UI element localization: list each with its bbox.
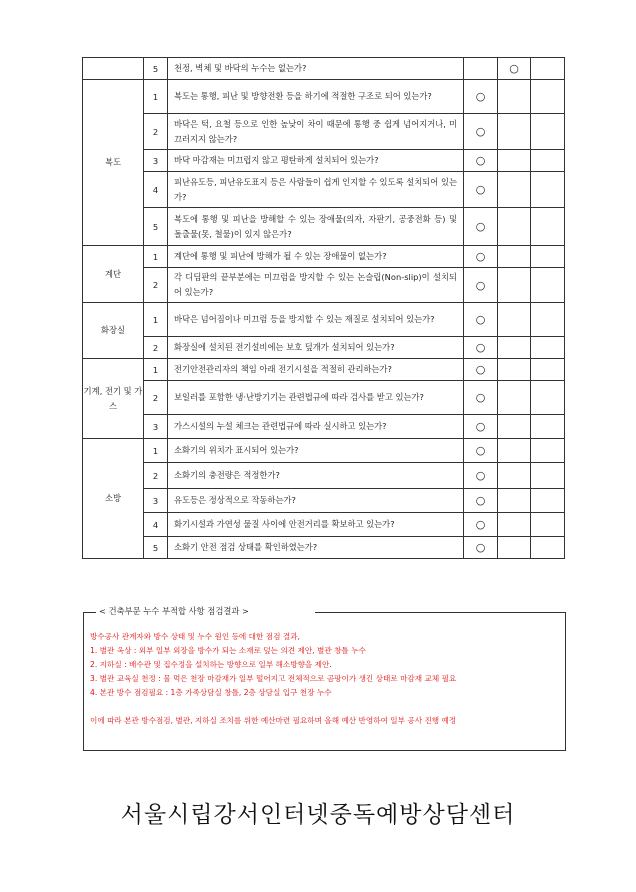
mark-na-cell	[531, 359, 565, 381]
mark-na-cell	[531, 208, 565, 246]
mark-na-cell	[531, 303, 565, 337]
mark-na-cell	[531, 439, 565, 463]
mark-yes-cell: ○	[464, 537, 498, 559]
mark-no-cell	[498, 114, 531, 150]
table-row	[83, 537, 565, 559]
mark-na-cell	[531, 114, 565, 150]
check-item-text: 소화기 안전 점검 상태를 확인하였는가?	[168, 537, 464, 559]
item-number: 1	[144, 80, 168, 114]
mark-yes-cell: ○	[464, 268, 498, 303]
mark-no-cell	[498, 303, 531, 337]
category-cell: 화장실	[83, 303, 144, 359]
item-number: 3	[144, 150, 168, 172]
mark-yes-cell: ○	[464, 172, 498, 208]
table-row	[83, 58, 565, 80]
mark-yes-cell	[464, 58, 498, 80]
table-row	[83, 268, 565, 303]
mark-yes-cell: ○	[464, 246, 498, 268]
item-number: 1	[144, 303, 168, 337]
mark-no-cell	[498, 463, 531, 489]
item-number: 2	[144, 337, 168, 359]
item-number: 1	[144, 246, 168, 268]
table-row	[83, 172, 565, 208]
table-row	[83, 415, 565, 439]
mark-na-cell	[531, 150, 565, 172]
result-line: 1. 별관 옥상 : 외부 일부 외장을 방수가 되는 소재로 덮는 의견 제안, 별관 창틀 누수	[90, 646, 366, 655]
mark-na-cell	[531, 268, 565, 303]
table-row	[83, 489, 565, 513]
mark-na-cell	[531, 537, 565, 559]
item-number: 1	[144, 439, 168, 463]
item-number: 5	[144, 537, 168, 559]
item-number: 2	[144, 114, 168, 150]
result-line: 2. 지하실 : 배수관 및 집수정을 설치하는 방향으로 일부 해소방향을 제안.	[90, 660, 332, 669]
mark-no-cell	[498, 337, 531, 359]
mark-na-cell	[531, 246, 565, 268]
organization-name: 서울시립강서인터넷중독예방상담센터	[120, 802, 516, 828]
checklist-table	[82, 57, 565, 559]
mark-yes-cell: ○	[464, 381, 498, 415]
check-item-text: 복도에 통행 및 피난을 방해할 수 있는 장애물(의자, 자판기, 공중전화 등) 및 돌출물(못, 철물)이 있지 않은가?	[168, 208, 464, 246]
check-item-text: 복도는 통행, 피난 및 방향전환 등을 하기에 적절한 구조로 되어 있는가?	[168, 80, 464, 114]
mark-na-cell	[531, 58, 565, 80]
result-line: 4. 본관 방수 점검필요 : 1층 가족상담실 창틀, 2층 상담실 입구 천장 누수	[90, 688, 332, 697]
mark-yes-cell: ○	[464, 208, 498, 246]
table-row	[83, 381, 565, 415]
check-item-text: 소화기의 위치가 표시되어 있는가?	[168, 439, 464, 463]
category-cell	[83, 58, 144, 80]
mark-no-cell	[498, 537, 531, 559]
category-cell: 복도	[83, 80, 144, 246]
check-item-text: 화장실에 설치된 전기설비에는 보호 덮개가 설치되어 있는가?	[168, 337, 464, 359]
item-number: 1	[144, 359, 168, 381]
check-item-text: 바닥은 넘어짐이나 미끄럼 등을 방지할 수 있는 재질로 설치되어 있는가?	[168, 303, 464, 337]
mark-yes-cell: ○	[464, 150, 498, 172]
category-cell: 기계, 전기 및 가스	[83, 359, 144, 439]
mark-yes-cell: ○	[464, 114, 498, 150]
table-row	[83, 80, 565, 114]
mark-no-cell	[498, 246, 531, 268]
mark-na-cell	[531, 513, 565, 537]
table-row	[83, 208, 565, 246]
table-row	[83, 513, 565, 537]
item-number: 2	[144, 381, 168, 415]
check-item-text: 각 디딤판의 끝부분에는 미끄럼을 방지할 수 있는 논슬립(Non-slip)이 설치되어 있는가?	[168, 268, 464, 303]
mark-no-cell	[498, 268, 531, 303]
mark-yes-cell: ○	[464, 80, 498, 114]
mark-na-cell	[531, 415, 565, 439]
mark-no-cell	[498, 381, 531, 415]
check-item-text: 바닥 마감재는 미끄럽지 않고 평탄하게 설치되어 있는가?	[168, 150, 464, 172]
item-number: 5	[144, 58, 168, 80]
check-item-text: 천정, 벽체 및 바닥의 누수는 없는가?	[168, 58, 464, 80]
check-item-text: 피난유도등, 피난유도표지 등은 사람들이 쉽게 인지할 수 있도록 설치되어 있는가?	[168, 172, 464, 208]
table-row	[83, 303, 565, 337]
check-item-text: 보일러를 포함한 냉·난방기기는 관련법규에 따라 검사를 받고 있는가?	[168, 381, 464, 415]
mark-no-cell: ○	[498, 58, 531, 80]
item-number: 3	[144, 415, 168, 439]
table-row	[83, 337, 565, 359]
result-body	[90, 630, 559, 728]
table-row	[83, 150, 565, 172]
mark-yes-cell: ○	[464, 513, 498, 537]
mark-yes-cell: ○	[464, 489, 498, 513]
mark-no-cell	[498, 208, 531, 246]
table-row	[83, 246, 565, 268]
item-number: 2	[144, 268, 168, 303]
item-number: 4	[144, 172, 168, 208]
mark-no-cell	[498, 489, 531, 513]
check-item-text: 유도등은 정상적으로 작동하는가?	[168, 489, 464, 513]
inspection-result-box	[83, 606, 566, 751]
mark-na-cell	[531, 463, 565, 489]
item-number: 5	[144, 208, 168, 246]
mark-yes-cell: ○	[464, 463, 498, 489]
table-row	[83, 359, 565, 381]
mark-yes-cell: ○	[464, 359, 498, 381]
mark-na-cell	[531, 80, 565, 114]
mark-no-cell	[498, 150, 531, 172]
table-row	[83, 439, 565, 463]
mark-na-cell	[531, 489, 565, 513]
category-cell: 소방	[83, 439, 144, 559]
mark-yes-cell: ○	[464, 439, 498, 463]
table-row	[83, 463, 565, 489]
mark-no-cell	[498, 172, 531, 208]
mark-yes-cell: ○	[464, 303, 498, 337]
mark-na-cell	[531, 381, 565, 415]
result-line: 3. 별관 교육실 천정 : 물 먹은 천장 마감재가 일부 떨어지고 전체적으로 곰팡이가 생긴 상태로 마감재 교체 필요	[90, 674, 457, 683]
mark-no-cell	[498, 415, 531, 439]
mark-na-cell	[531, 172, 565, 208]
item-number: 2	[144, 463, 168, 489]
mark-no-cell	[498, 80, 531, 114]
item-number: 3	[144, 489, 168, 513]
mark-no-cell	[498, 439, 531, 463]
check-item-text: 전기안전관리자의 책임 아래 전기시설을 적절히 관리하는가?	[168, 359, 464, 381]
table-row	[83, 114, 565, 150]
result-closing: 이에 따라 본관 방수점검, 별관, 지하실 조치를 위한 예산마련 필요하며 올해 예산 반영하여 일부 공사 진행 예정	[90, 716, 457, 725]
check-item-text: 가스시설의 누설 체크는 관련법규에 따라 실시하고 있는가?	[168, 415, 464, 439]
check-item-text: 화기시설과 가연성 물질 사이에 안전거리를 확보하고 있는가?	[168, 513, 464, 537]
mark-no-cell	[498, 513, 531, 537]
check-item-text: 소화기의 충전량은 적정한가?	[168, 463, 464, 489]
mark-yes-cell: ○	[464, 337, 498, 359]
mark-na-cell	[531, 337, 565, 359]
mark-no-cell	[498, 359, 531, 381]
result-line: 방수공사 관계자와 방수 상태 및 누수 원인 등에 대한 점검 결과,	[90, 632, 300, 641]
item-number: 4	[144, 513, 168, 537]
check-item-text: 바닥은 턱, 요철 등으로 인한 높낮이 차이 때문에 통행 중 쉽게 넘어지거나, 미끄러지지 않는가?	[168, 114, 464, 150]
category-cell: 계단	[83, 246, 144, 303]
mark-yes-cell: ○	[464, 415, 498, 439]
result-title: < 건축부문 누수 부적합 사항 점검결과 >	[96, 605, 252, 617]
check-item-text: 계단에 통행 및 피난에 방해가 될 수 있는 장애물이 없는가?	[168, 246, 464, 268]
